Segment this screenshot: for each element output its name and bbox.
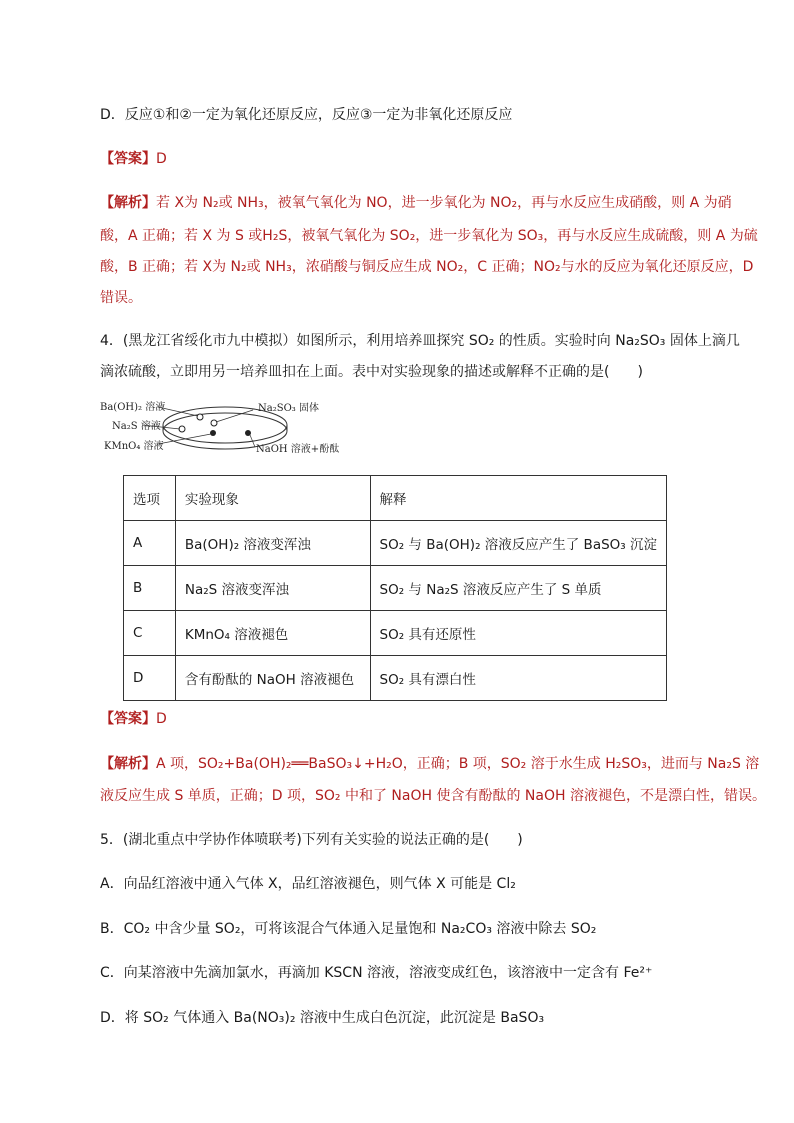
kmno4-well: [210, 430, 216, 436]
answer-tag: 【答案】: [100, 151, 156, 167]
table-cell: B: [124, 566, 176, 611]
q4-answer: [100, 708, 167, 728]
table-row: [124, 656, 667, 701]
table-cell: A: [124, 521, 176, 566]
q3-option-d: D．反应①和②一定为氧化还原反应，反应③一定为非氧化还原反应: [100, 107, 513, 123]
table-row: [124, 611, 667, 656]
table-cell: Na₂S 溶液变浑浊: [175, 566, 370, 611]
baoh2-well: [197, 414, 203, 420]
q3-analysis-line-4: 错误。: [100, 290, 142, 306]
table-cell: C: [124, 611, 176, 656]
table-row: [124, 521, 667, 566]
answer-value: D: [156, 711, 167, 727]
q3-analysis-line-2: 酸，A 正确；若 X 为 S 或H₂S，被氧气氧化为 SO₂，进一步氧化为 SO₃，再与水反应生成硫酸，则 A 为硫: [100, 228, 758, 244]
experiment-table: [123, 475, 667, 701]
header-phenomenon: 实验现象: [175, 476, 370, 521]
label-kmno4: KMnO₄ 溶液: [104, 441, 164, 452]
table-cell: SO₂ 与 Ba(OH)₂ 溶液反应产生了 BaSO₃ 沉淀: [370, 521, 666, 566]
petri-dish-diagram: [100, 395, 350, 465]
table-row: [124, 566, 667, 611]
header-explanation: 解释: [370, 476, 666, 521]
q3-analysis-line-1: 【解析】若 X为 N₂或 NH₃，被氧气氧化为 NO，进一步氧化为 NO₂，再与水反应生成硝酸，则 A 为硝: [100, 195, 732, 211]
table-cell: SO₂ 具有漂白性: [370, 656, 666, 701]
q3-analysis-line-3: 酸，B 正确；若 X为 N₂或 NH₃，浓硝酸与铜反应生成 NO₂，C 正确；NO₂与水的反应为氧化还原反应，D: [100, 259, 754, 275]
q5-option-d: D．将 SO₂ 气体通入 Ba(NO₃)₂ 溶液中生成白色沉淀，此沉淀是 BaSO₃: [100, 1010, 545, 1026]
q5-option-c: C．向某溶液中先滴加氯水，再滴加 KSCN 溶液，溶液变成红色，该溶液中一定含有 Fe²⁺: [100, 965, 653, 981]
table-header-row: [124, 476, 667, 521]
label-na2so3: Na₂SO₃ 固体: [258, 403, 319, 414]
answer-value: D: [156, 151, 167, 167]
header-option: 选项: [124, 476, 176, 521]
analysis-tag: 【解析】: [100, 756, 156, 772]
q4-analysis-line-2: 液反应生成 S 单质，正确；D 项，SO₂ 中和了 NaOH 使含有酚酞的 NaOH 溶液褪色，不是漂白性，错误。: [100, 788, 766, 804]
answer-tag: 【答案】: [100, 711, 156, 727]
q4-stem-line-1: 4．(黑龙江省绥化市九中模拟）如图所示，利用培养皿探究 SO₂ 的性质。实验时向 Na₂SO₃ 固体上滴几: [100, 333, 740, 349]
label-na2s: Na₂S 溶液: [112, 421, 161, 432]
table-cell: 含有酚酞的 NaOH 溶液褪色: [175, 656, 370, 701]
q4-analysis-line-1: 【解析】A 项，SO₂+Ba(OH)₂══BaSO₃↓+H₂O，正确；B 项，SO₂ 溶于水生成 H₂SO₃，进而与 Na₂S 溶: [100, 756, 760, 772]
q5-option-a: A．向品红溶液中通入气体 X，品红溶液褪色，则气体 X 可能是 Cl₂: [100, 876, 516, 892]
label-baoh2: Ba(OH)₂ 溶液: [100, 402, 166, 413]
table-cell: SO₂ 与 Na₂S 溶液反应产生了 S 单质: [370, 566, 666, 611]
q4-stem-line-2: 滴浓硫酸，立即用另一培养皿扣在上面。表中对实验现象的描述或解释不正确的是( ): [100, 364, 643, 380]
table-cell: D: [124, 656, 176, 701]
q5-stem: 5．(湖北重点中学协作体喷联考)下列有关实验的说法正确的是( ): [100, 832, 523, 848]
table-cell: SO₂ 具有还原性: [370, 611, 666, 656]
label-naoh: NaOH 溶液+酚酞: [256, 444, 340, 455]
na2so3-well: [211, 420, 217, 426]
q3-answer: [100, 148, 167, 168]
q5-option-b: B．CO₂ 中含少量 SO₂，可将该混合气体通入足量饱和 Na₂CO₃ 溶液中除去 SO₂: [100, 921, 597, 937]
table-cell: KMnO₄ 溶液褪色: [175, 611, 370, 656]
table-cell: Ba(OH)₂ 溶液变浑浊: [175, 521, 370, 566]
analysis-tag: 【解析】: [100, 195, 156, 211]
